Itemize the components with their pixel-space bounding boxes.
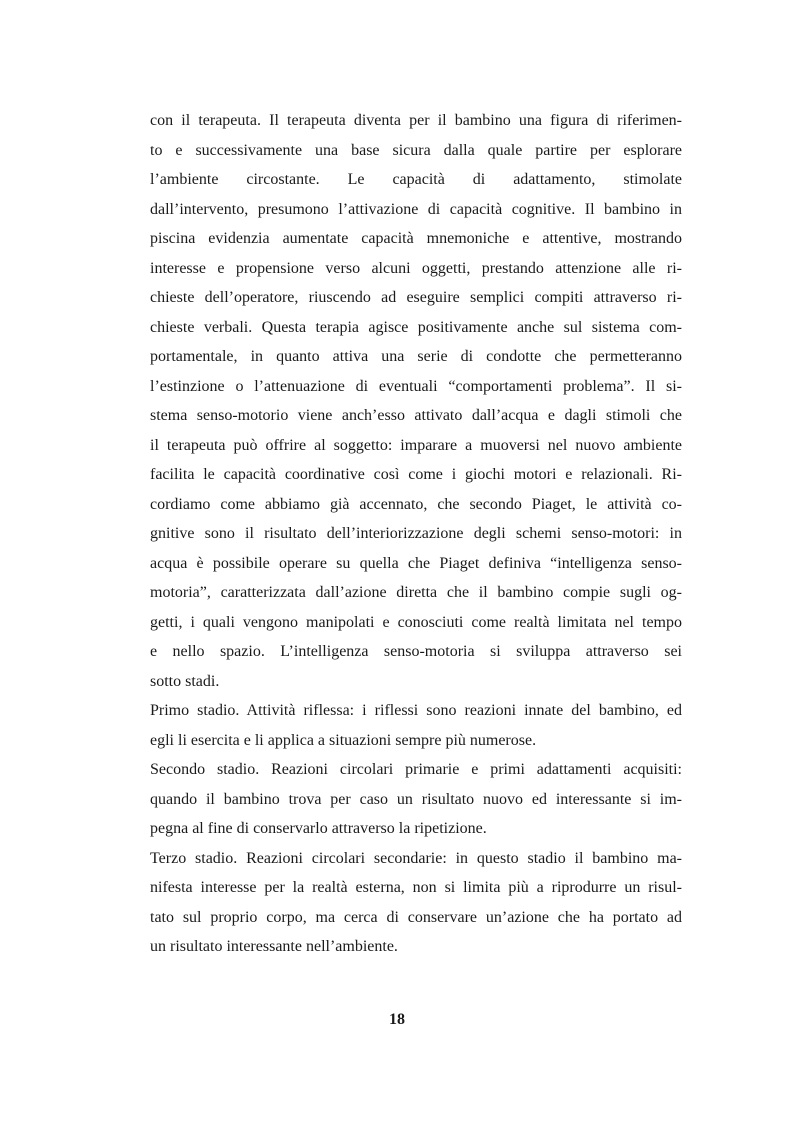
text-line: nifesta interesse per la realtà esterna, non si limita più a riprodurre un risul- [150, 879, 682, 896]
text-line: pegna al fine di conservarlo attraverso la ripetizione. [150, 820, 487, 837]
body-text [150, 106, 682, 962]
text-line: facilita le capacità coordinative così come i giochi motori e relazionali. Ri- [150, 466, 682, 483]
text-line: getti, i quali vengono manipolati e conosciuti come realtà limitata nel tempo [150, 613, 682, 631]
text-line: gnitive sono il risultato dell’interiorizzazione degli schemi senso-motori: in [150, 525, 682, 542]
text-line: acqua è possibile operare su quella che Piaget definiva “intelligenza senso- [150, 554, 682, 572]
text-line: motoria”, caratterizzata dall’azione diretta che il bambino compie sugli og- [150, 584, 682, 601]
text-line: tato sul proprio corpo, ma cerca di conservare un’azione che ha portato ad [150, 908, 682, 926]
text-line: egli li esercita e li applica a situazioni sempre più numerose. [150, 731, 537, 749]
text-line: piscina evidenzia aumentate capacità mnemoniche e attentive, mostrando [150, 230, 682, 247]
text-line: Terzo stadio. Reazioni circolari secondarie: in questo stadio il bambino ma- [150, 849, 682, 867]
text-line: con il terapeuta. Il terapeuta diventa per il bambino una figura di riferimen- [150, 112, 682, 129]
text-line: stema senso-motorio viene anch’esso attivato dall’acqua e dagli stimoli che [150, 407, 682, 424]
text-line: dall’intervento, presumono l’attivazione di capacità cognitive. Il bambino in [150, 200, 682, 218]
page-number: 18 [389, 1011, 405, 1028]
text-line: il terapeuta può offrire al soggetto: imparare a muoversi nel nuovo ambiente [150, 436, 682, 454]
text-line: Primo stadio. Attività riflessa: i riflessi sono reazioni innate del bambino, ed [150, 702, 682, 719]
text-line: e nello spazio. L’intelligenza senso-motoria si sviluppa attraverso sei [150, 643, 682, 660]
text-line: un risultato interessante nell’ambiente. [150, 938, 398, 955]
text-line: to e successivamente una base sicura dalla quale partire per esplorare [150, 141, 682, 159]
text-line: chieste verbali. Questa terapia agisce positivamente anche sul sistema com- [150, 318, 682, 336]
text-line: portamentale, in quanto attiva una serie di condotte che permetteranno [150, 348, 682, 365]
text-line: quando il bambino trova per caso un risultato nuovo ed interessante si im- [150, 790, 682, 808]
text-line: Secondo stadio. Reazioni circolari primarie e primi adattamenti acquisiti: [150, 761, 682, 778]
text-line: sotto stadi. [150, 672, 220, 690]
text-line: chieste dell’operatore, riuscendo ad eseguire semplici compiti attraverso ri- [150, 289, 682, 306]
text-line: l’estinzione o l’attenuazione di eventuali “comportamenti problema”. Il si- [150, 377, 682, 395]
text-line: l’ambiente circostante. Le capacità di adattamento, stimolate [150, 171, 682, 188]
text-line: interesse e propensione verso alcuni oggetti, prestando attenzione alle ri- [150, 259, 682, 277]
text-line: cordiamo come abbiamo già accennato, che secondo Piaget, le attività co- [150, 495, 682, 513]
